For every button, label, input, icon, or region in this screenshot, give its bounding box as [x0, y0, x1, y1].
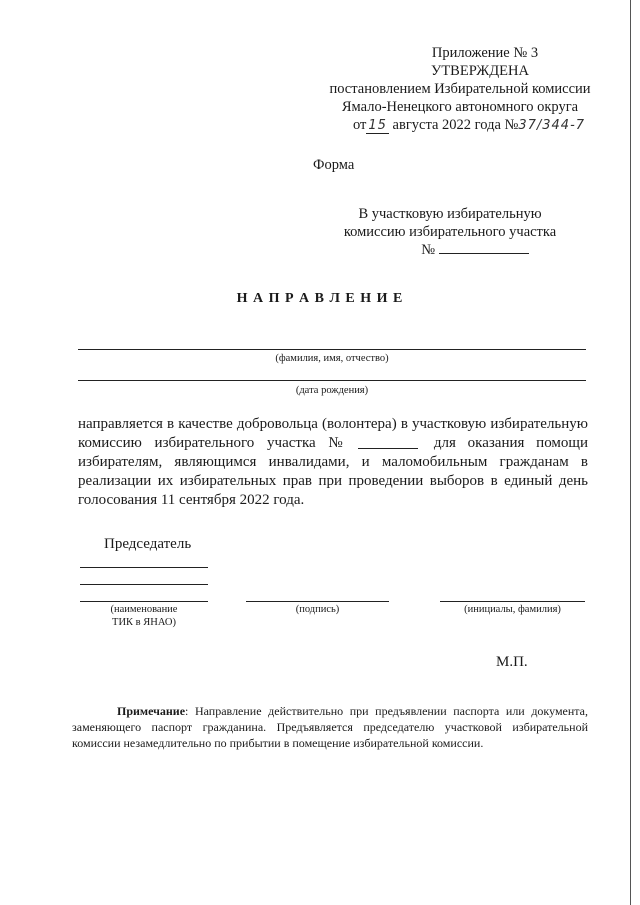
- tik-name-line-2: [80, 584, 208, 585]
- initials-caption: (инициалы, фамилия): [464, 604, 561, 615]
- precinct-number-blank: [439, 253, 529, 254]
- tik-name-caption-1: (наименование: [110, 604, 178, 615]
- dob-caption: (дата рождения): [295, 385, 369, 396]
- initials-line: [440, 601, 585, 602]
- tik-name-line-1: [80, 567, 208, 568]
- doc-number-handwritten: 37/344-7: [518, 118, 586, 133]
- note-text: : Направление действительно при предъявлении паспорта или документа, заменяющего паспорт гражданина. Предъявляется председателю участковой избирательной комиссии незамедлительно по прибытии в помещение избирательной комиссии.: [72, 704, 588, 750]
- body-line-5: голосования 11 сентября 2022 года.: [78, 492, 305, 508]
- precinct-number-blank-body: [358, 434, 418, 449]
- tik-name-caption-2: ТИК в ЯНАО): [112, 617, 176, 628]
- date-day-handwritten: 15: [368, 118, 387, 133]
- addressee-line-2: комиссию избирательного участка: [343, 224, 557, 240]
- body-line-1: направляется в качестве добровольца (волонтера) в участковую избирательную: [78, 416, 588, 432]
- body-line-2b: для оказания помощи: [433, 435, 588, 451]
- body-paragraph: [78, 415, 588, 510]
- form-label: Форма: [313, 157, 355, 173]
- note-paragraph: [72, 703, 588, 751]
- page-edge: [630, 0, 631, 905]
- tik-name-line-3: [80, 601, 208, 602]
- addressee-block: [330, 205, 570, 259]
- tik-name-caption: [80, 603, 208, 629]
- addressee-line-1: В участковую избирательную: [358, 206, 542, 222]
- number-label: №: [421, 242, 436, 258]
- body-line-2: [78, 434, 588, 453]
- fio-line: [78, 349, 586, 350]
- approval-header: [300, 44, 620, 135]
- dob-line: [78, 380, 586, 381]
- approved-label: УТВЕРЖДЕНА: [431, 63, 529, 79]
- addressee-number: [330, 241, 570, 259]
- signature-caption: (подпись): [295, 604, 340, 615]
- body-line-3: избирателям, являющимся инвалидами, и маломобильным гражданам в: [78, 454, 588, 470]
- note-label: Примечание: [117, 704, 186, 718]
- body-line-4: реализации их избирательных прав при проведении выборов в единый день: [78, 473, 588, 489]
- date-rest: августа 2022 года №: [392, 117, 519, 133]
- fio-caption: (фамилия, имя, отчество): [275, 353, 389, 364]
- resolution-line: постановлением Избирательной комиссии: [329, 81, 591, 97]
- date-prefix: от: [352, 117, 367, 133]
- chairman-label: Председатель: [104, 536, 192, 552]
- signature-line: [246, 601, 389, 602]
- date-line: [300, 116, 620, 135]
- appendix-label: Приложение № 3: [431, 45, 539, 61]
- document-title: Н А П Р А В Л Е Н И Е: [236, 291, 404, 306]
- body-line-2a: комиссию избирательного участка №: [78, 435, 343, 451]
- stamp-place-label: М.П.: [496, 654, 528, 670]
- region-line: Ямало-Ненецкого автономного округа: [341, 99, 579, 115]
